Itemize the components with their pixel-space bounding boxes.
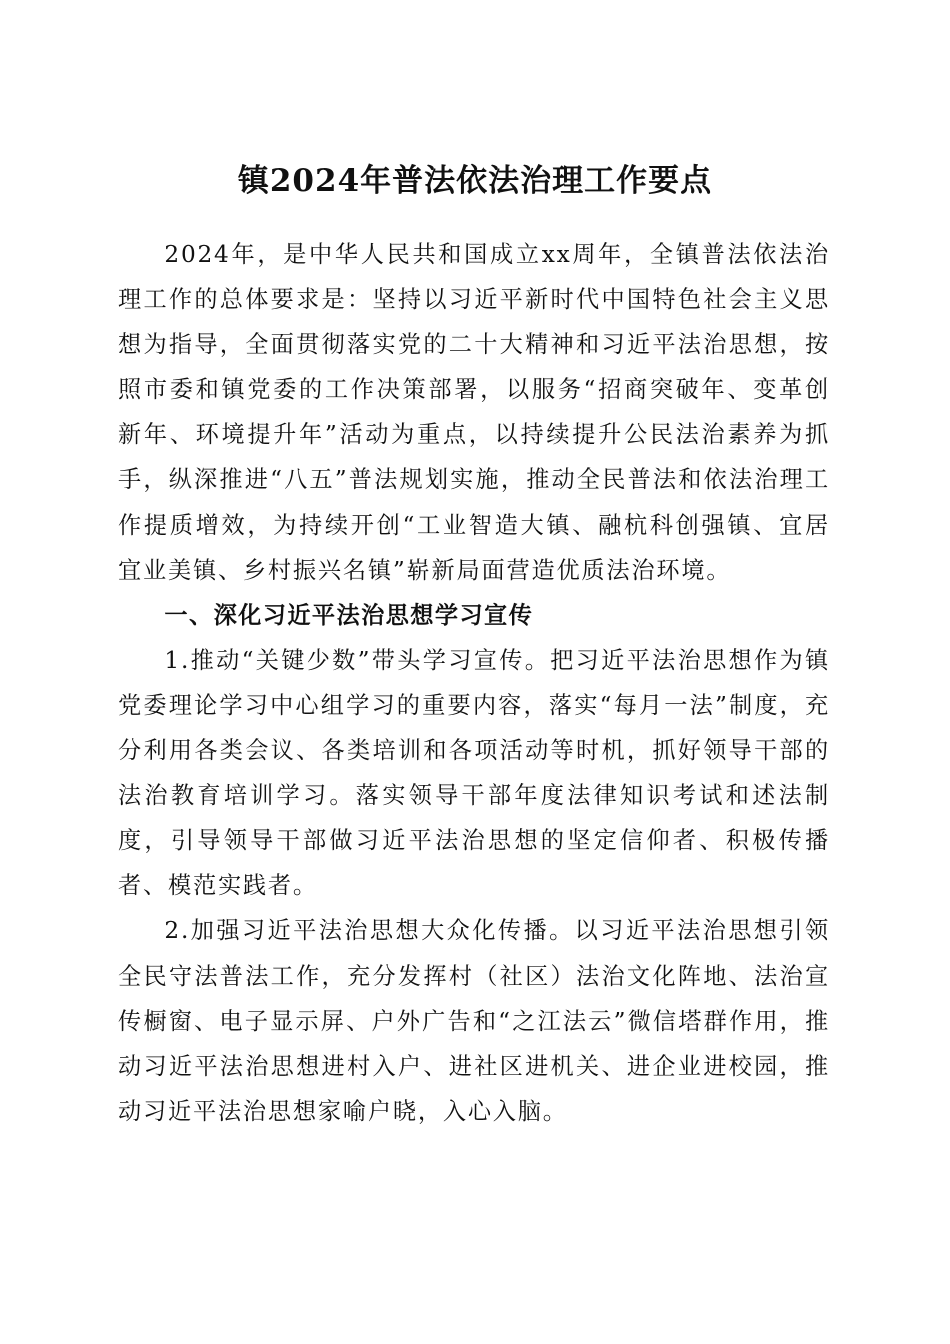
intro-paragraph: 2024年，是中华人民共和国成立xx周年，全镇普法依法治理工作的总体要求是：坚持以习近平新时代中国特色社会主义思想为指导，全面贯彻落实党的二十大精神和习近平法治思想，按照市委和镇党委的工作决策部署，以服务“招商突破年、变革创新年、环境提升年”活动为重点，以持续提升公民法治素养为抓手，纵深推进“八五”普法规划实施，推动全民普法和依法治理工作提质增效，为持续开创“工业智造大镇、融杭科创强镇、宜居宜业美镇、乡村振兴名镇”崭新局面营造优质法治环境。 bbox=[118, 241, 830, 584]
document-body bbox=[118, 232, 830, 1134]
section-item-2: 2.加强习近平法治思想大众化传播。以习近平法治思想引领全民守法普法工作，充分发挥村（社区）法治文化阵地、法治宣传橱窗、电子显示屏、户外广告和“之江法云”微信塔群作用，推动习近平法治思想进村入户、进社区进机关、进企业进校园，推动习近平法治思想家喻户晓，入心入脑。 bbox=[118, 917, 830, 1125]
document-title: 镇2024年普法依法治理工作要点 bbox=[237, 162, 713, 199]
section-item-1: 1.推动“关键少数”带头学习宣传。把习近平法治思想作为镇党委理论学习中心组学习的重要内容，落实“每月一法”制度，充分利用各类会议、各类培训和各项活动等时机，抓好领导干部的法治教育培训学习。落实领导干部年度法律知识考试和述法制度，引导领导干部做习近平法治思想的坚定信仰者、积极传播者、模范实践者。 bbox=[118, 646, 830, 900]
section-heading: 一、深化习近平法治思想学习宣传 bbox=[164, 601, 534, 629]
